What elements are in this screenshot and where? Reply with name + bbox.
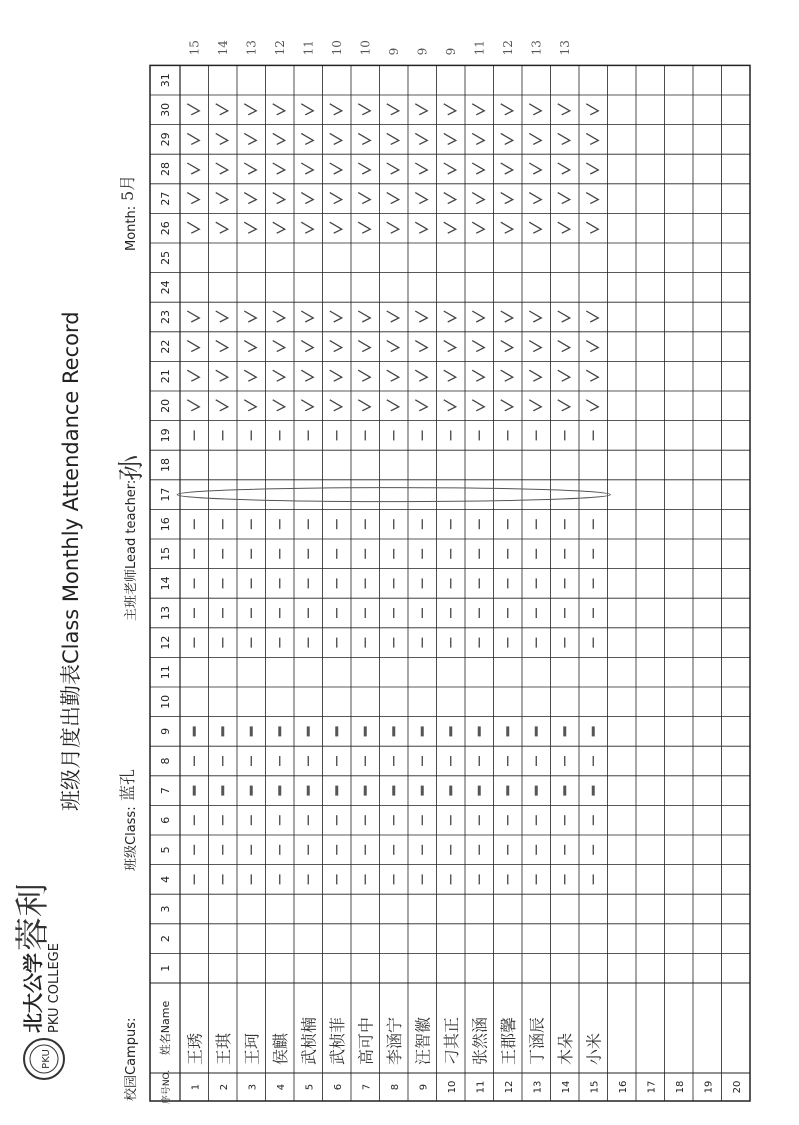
attendance-mark xyxy=(250,726,253,736)
attendance-mark xyxy=(472,104,484,115)
month-value: 5月 xyxy=(118,174,137,201)
day-header: 6 xyxy=(159,816,172,824)
student-name: 武桢菲 xyxy=(327,1016,347,1065)
student-name: 丁涵辰 xyxy=(527,1016,547,1065)
row-number: 8 xyxy=(389,1083,401,1091)
handwritten-note: 蓉利 xyxy=(13,883,53,951)
attendance-mark xyxy=(586,400,598,411)
attendance-mark xyxy=(187,104,199,115)
row-number: 3 xyxy=(247,1083,259,1091)
attendance-mark xyxy=(330,193,342,204)
attendance-mark xyxy=(472,370,484,381)
attendance-mark xyxy=(387,311,399,322)
attendance-mark xyxy=(586,341,598,352)
attendance-mark xyxy=(586,370,598,381)
attendance-mark xyxy=(444,222,456,233)
attendance-mark xyxy=(301,370,313,381)
day-header: 12 xyxy=(159,635,172,650)
student-name: 木朵 xyxy=(555,1032,575,1065)
attendance-mark xyxy=(278,726,281,736)
attendance-mark xyxy=(529,193,541,204)
attendance-mark xyxy=(472,400,484,411)
attendance-mark xyxy=(558,133,570,144)
attendance-mark xyxy=(529,104,541,115)
day-header: 31 xyxy=(159,73,172,88)
lead-teacher-value: 孙 xyxy=(117,454,147,481)
row-number: 16 xyxy=(617,1080,629,1094)
day-header: 23 xyxy=(159,310,172,324)
attendance-mark xyxy=(330,104,342,115)
attendance-mark xyxy=(421,726,424,736)
attendance-mark xyxy=(506,786,509,796)
row-number: 4 xyxy=(275,1083,287,1091)
attendance-mark xyxy=(330,222,342,233)
day-header: 16 xyxy=(159,517,172,532)
row-number: 18 xyxy=(674,1080,686,1094)
pku-logo xyxy=(21,943,64,1079)
day-header: 5 xyxy=(159,846,172,854)
attendance-mark xyxy=(387,370,399,381)
attendance-mark xyxy=(335,786,338,796)
student-name: 汪智徽 xyxy=(413,1016,433,1065)
attendance-mark xyxy=(330,370,342,381)
day-header: 21 xyxy=(159,369,172,384)
day-header: 27 xyxy=(159,191,172,206)
attendance-mark xyxy=(358,222,370,233)
attendance-mark xyxy=(301,133,313,144)
attendance-mark xyxy=(506,726,509,736)
attendance-mark xyxy=(216,222,228,233)
attendance-mark xyxy=(273,133,285,144)
student-name: 张然涵 xyxy=(470,1016,490,1065)
attendance-mark xyxy=(187,370,199,381)
attendance-mark xyxy=(387,133,399,144)
tally-value: 9 xyxy=(386,47,401,56)
student-name: 高可中 xyxy=(356,1016,376,1065)
attendance-mark xyxy=(187,341,199,352)
day-header: 11 xyxy=(159,665,172,680)
attendance-mark xyxy=(563,786,566,796)
attendance-mark xyxy=(358,133,370,144)
attendance-mark xyxy=(273,163,285,174)
day-header: 20 xyxy=(159,398,172,413)
attendance-mark xyxy=(387,193,399,204)
attendance-mark xyxy=(358,163,370,174)
attendance-mark xyxy=(421,786,424,796)
attendance-mark xyxy=(415,193,427,204)
attendance-mark xyxy=(364,786,367,796)
row-number: 15 xyxy=(589,1080,601,1094)
attendance-mark xyxy=(330,163,342,174)
attendance-mark xyxy=(529,133,541,144)
attendance-mark xyxy=(273,341,285,352)
attendance-mark xyxy=(193,786,196,796)
attendance-mark xyxy=(444,341,456,352)
attendance-mark xyxy=(558,400,570,411)
attendance-mark xyxy=(501,400,513,411)
day-header: 13 xyxy=(159,606,172,620)
day-header: 28 xyxy=(159,162,172,176)
attendance-mark xyxy=(273,370,285,381)
attendance-mark xyxy=(221,726,224,736)
row-number: 2 xyxy=(218,1083,230,1091)
row-number: 10 xyxy=(446,1080,458,1094)
attendance-mark xyxy=(387,104,399,115)
attendance-mark xyxy=(187,193,199,204)
attendance-mark xyxy=(244,133,256,144)
attendance-mark xyxy=(278,786,281,796)
student-name: 王琇 xyxy=(185,1032,205,1065)
day-header: 2 xyxy=(159,935,172,943)
day-header: 18 xyxy=(159,458,172,472)
attendance-mark xyxy=(529,222,541,233)
student-name: 王珂 xyxy=(242,1032,262,1065)
attendance-mark xyxy=(415,163,427,174)
attendance-mark xyxy=(478,726,481,736)
attendance-mark xyxy=(558,163,570,174)
day-header: 30 xyxy=(159,102,172,117)
attendance-mark xyxy=(529,370,541,381)
student-name: 王琪 xyxy=(213,1032,233,1065)
attendance-mark xyxy=(444,193,456,204)
attendance-mark xyxy=(335,726,338,736)
tally-value: 14 xyxy=(215,40,230,56)
tally-value: 13 xyxy=(529,40,544,56)
attendance-mark xyxy=(301,222,313,233)
month-label: Month: xyxy=(124,205,139,251)
day-header: 17 xyxy=(159,487,172,502)
attendance-mark xyxy=(592,726,595,736)
attendance-mark xyxy=(273,400,285,411)
attendance-mark xyxy=(472,311,484,322)
attendance-mark xyxy=(187,222,199,233)
day-header: 14 xyxy=(159,576,172,591)
attendance-mark xyxy=(330,311,342,322)
student-name: 小米 xyxy=(584,1032,604,1065)
attendance-mark xyxy=(301,311,313,322)
attendance-mark xyxy=(301,400,313,411)
tally-value: 10 xyxy=(329,40,344,56)
day-header: 26 xyxy=(159,221,172,236)
attendance-mark xyxy=(529,311,541,322)
attendance-mark xyxy=(301,163,313,174)
attendance-mark xyxy=(273,311,285,322)
day-header: 7 xyxy=(159,787,172,795)
attendance-mark xyxy=(330,400,342,411)
attendance-mark xyxy=(244,370,256,381)
day-header: 25 xyxy=(159,250,172,265)
row-number: 9 xyxy=(418,1083,430,1091)
attendance-mark xyxy=(187,133,199,144)
day-header: 3 xyxy=(159,905,172,913)
attendance-mark xyxy=(529,341,541,352)
tally-value: 13 xyxy=(557,40,572,56)
tally-value: 9 xyxy=(443,47,458,56)
attendance-mark xyxy=(358,104,370,115)
attendance-mark xyxy=(444,163,456,174)
attendance-mark xyxy=(415,341,427,352)
page-title: 班级月度出勤表Class Monthly Attendance Record xyxy=(59,311,83,811)
day-header: 8 xyxy=(159,757,172,765)
attendance-mark xyxy=(472,163,484,174)
attendance-mark xyxy=(529,163,541,174)
attendance-mark xyxy=(558,104,570,115)
attendance-mark xyxy=(392,726,395,736)
attendance-mark xyxy=(472,341,484,352)
attendance-mark xyxy=(501,104,513,115)
attendance-mark xyxy=(415,133,427,144)
attendance-mark xyxy=(387,400,399,411)
tally-value: 13 xyxy=(244,40,259,56)
logo-seal-text: PKU xyxy=(41,1049,52,1069)
student-name: 刁其正 xyxy=(441,1016,461,1065)
logo-subtext: PKU COLLEGE xyxy=(47,943,62,1033)
row-number: 17 xyxy=(646,1080,658,1094)
student-name: 武桢楠 xyxy=(299,1016,319,1065)
attendance-mark xyxy=(244,193,256,204)
attendance-mark xyxy=(273,222,285,233)
day17-strike xyxy=(177,488,610,502)
row-number: 14 xyxy=(560,1080,572,1094)
attendance-mark xyxy=(529,400,541,411)
attendance-mark xyxy=(472,222,484,233)
day-header: 19 xyxy=(159,428,172,443)
attendance-mark xyxy=(478,786,481,796)
attendance-mark xyxy=(415,222,427,233)
attendance-mark xyxy=(358,400,370,411)
attendance-mark xyxy=(216,341,228,352)
attendance-mark xyxy=(392,786,395,796)
attendance-mark xyxy=(244,222,256,233)
attendance-mark xyxy=(330,133,342,144)
row-number: 1 xyxy=(190,1083,202,1091)
attendance-mark xyxy=(501,370,513,381)
day-header: 24 xyxy=(159,280,172,295)
attendance-mark xyxy=(244,104,256,115)
class-label: 班级Class: xyxy=(124,806,139,871)
attendance-mark xyxy=(301,341,313,352)
attendance-mark xyxy=(193,726,196,736)
attendance-mark xyxy=(449,786,452,796)
attendance-mark xyxy=(216,193,228,204)
header-name: 姓名Name xyxy=(159,1000,172,1056)
attendance-mark xyxy=(444,370,456,381)
row-number: 11 xyxy=(475,1080,487,1094)
attendance-mark xyxy=(558,222,570,233)
attendance-mark xyxy=(415,400,427,411)
attendance-mark xyxy=(449,726,452,736)
attendance-mark xyxy=(244,163,256,174)
day-header: 29 xyxy=(159,132,172,147)
attendance-mark xyxy=(444,400,456,411)
attendance-mark xyxy=(444,311,456,322)
attendance-mark xyxy=(586,311,598,322)
attendance-mark xyxy=(307,786,310,796)
lead-teacher-label: 主班老师Lead teacher: xyxy=(124,479,139,621)
attendance-mark xyxy=(472,193,484,204)
attendance-mark xyxy=(586,104,598,115)
attendance-mark xyxy=(187,163,199,174)
tally-value: 9 xyxy=(415,47,430,56)
attendance-mark xyxy=(415,311,427,322)
attendance-mark xyxy=(592,786,595,796)
attendance-mark xyxy=(187,311,199,322)
attendance-mark xyxy=(216,163,228,174)
day-header: 10 xyxy=(159,694,172,709)
attendance-mark xyxy=(358,193,370,204)
attendance-mark xyxy=(216,133,228,144)
day-header: 15 xyxy=(159,546,172,561)
row-number: 12 xyxy=(503,1080,515,1094)
attendance-mark xyxy=(535,726,538,736)
row-number: 7 xyxy=(361,1083,373,1091)
attendance-mark xyxy=(444,133,456,144)
attendance-mark xyxy=(586,193,598,204)
attendance-mark xyxy=(387,341,399,352)
attendance-mark xyxy=(216,400,228,411)
attendance-mark xyxy=(221,786,224,796)
row-number: 5 xyxy=(304,1083,316,1091)
attendance-mark xyxy=(364,726,367,736)
attendance-mark xyxy=(244,341,256,352)
attendance-mark xyxy=(501,163,513,174)
attendance-mark xyxy=(387,163,399,174)
attendance-mark xyxy=(216,370,228,381)
logo-text: 北大公学 xyxy=(21,953,45,1033)
attendance-mark xyxy=(415,104,427,115)
attendance-mark xyxy=(216,311,228,322)
attendance-mark xyxy=(358,311,370,322)
tally-value: 10 xyxy=(358,40,373,56)
attendance-mark xyxy=(558,341,570,352)
class-value: 蓝孔 xyxy=(118,768,137,801)
day-header: 4 xyxy=(159,875,172,883)
attendance-table xyxy=(150,40,750,1104)
attendance-mark xyxy=(358,370,370,381)
attendance-mark xyxy=(586,222,598,233)
header-seq: 序号NO. xyxy=(162,1069,172,1105)
tally-value: 11 xyxy=(301,40,316,56)
attendance-mark xyxy=(501,341,513,352)
attendance-mark xyxy=(586,163,598,174)
tally-value: 12 xyxy=(500,40,515,56)
day-header: 1 xyxy=(159,964,172,972)
attendance-mark xyxy=(244,311,256,322)
attendance-mark xyxy=(586,133,598,144)
row-number: 20 xyxy=(731,1080,743,1094)
attendance-mark xyxy=(558,311,570,322)
attendance-mark xyxy=(501,193,513,204)
day-header: 9 xyxy=(159,727,172,735)
tally-value: 12 xyxy=(272,40,287,56)
attendance-mark xyxy=(501,311,513,322)
attendance-mark xyxy=(563,726,566,736)
attendance-mark xyxy=(501,222,513,233)
attendance-mark xyxy=(273,104,285,115)
attendance-mark xyxy=(358,341,370,352)
attendance-mark xyxy=(244,400,256,411)
attendance-mark xyxy=(535,786,538,796)
attendance-mark xyxy=(301,193,313,204)
row-number: 13 xyxy=(532,1080,544,1094)
attendance-mark xyxy=(307,726,310,736)
attendance-mark xyxy=(558,370,570,381)
student-name: 侯麒 xyxy=(270,1032,290,1065)
attendance-mark xyxy=(330,341,342,352)
attendance-mark xyxy=(301,104,313,115)
campus-label: 校园Campus: xyxy=(124,1017,139,1101)
student-name: 李涵宁 xyxy=(384,1016,404,1065)
attendance-mark xyxy=(273,193,285,204)
attendance-mark xyxy=(472,133,484,144)
attendance-mark xyxy=(250,786,253,796)
tally-value: 15 xyxy=(187,40,202,56)
row-number: 19 xyxy=(703,1080,715,1094)
day-header: 22 xyxy=(159,339,172,354)
attendance-mark xyxy=(415,370,427,381)
attendance-mark xyxy=(387,222,399,233)
attendance-mark xyxy=(501,133,513,144)
tally-value: 11 xyxy=(472,40,487,56)
row-number: 6 xyxy=(332,1083,344,1091)
attendance-mark xyxy=(558,193,570,204)
attendance-mark xyxy=(187,400,199,411)
attendance-mark xyxy=(216,104,228,115)
attendance-mark xyxy=(444,104,456,115)
student-name: 王郡馨 xyxy=(498,1016,518,1065)
